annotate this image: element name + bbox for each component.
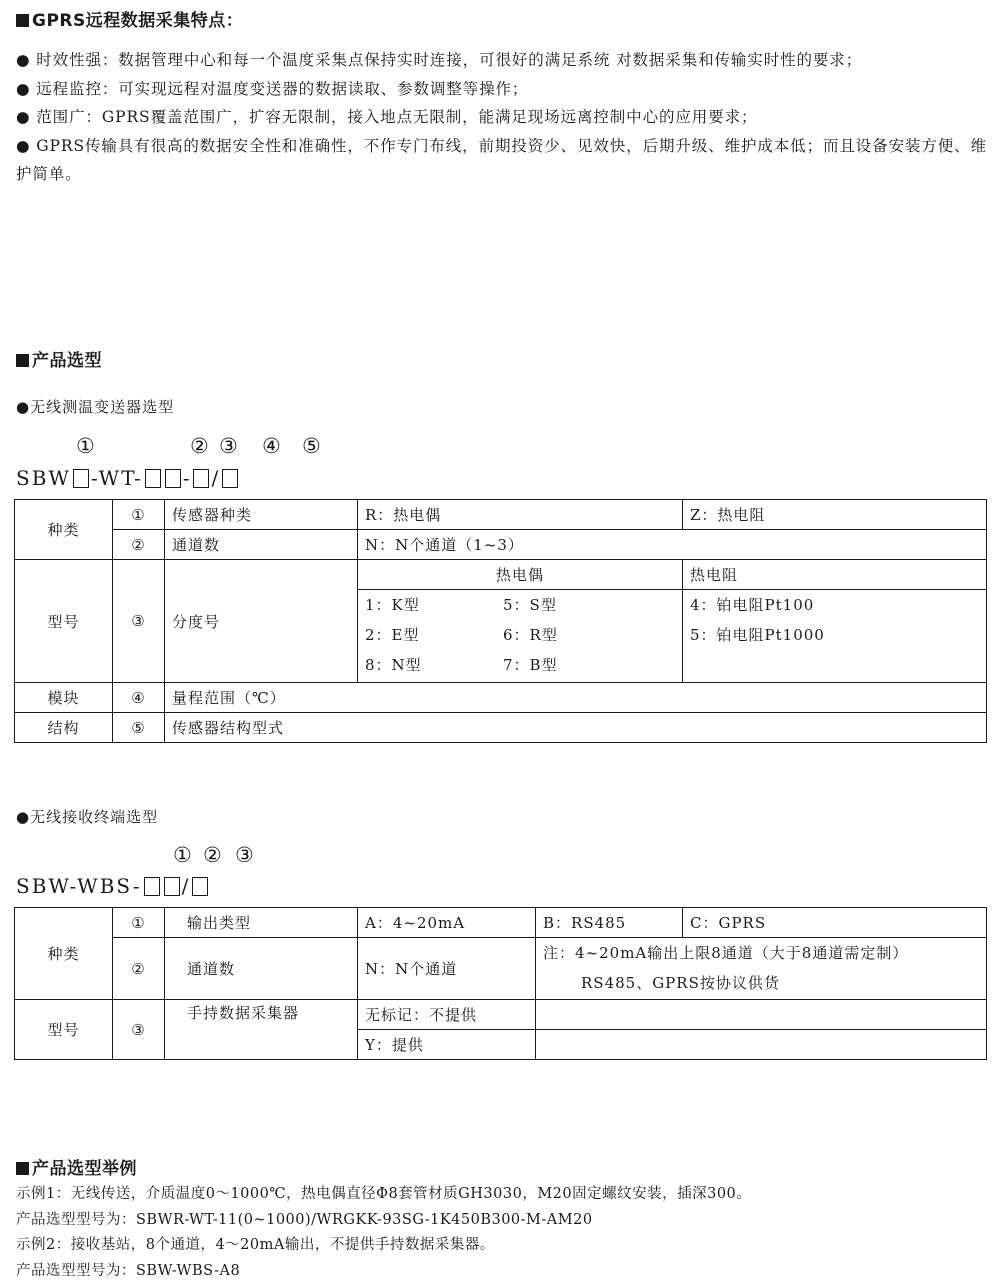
- rtd-header: 热电阻: [683, 560, 987, 590]
- index-cell: ①: [113, 500, 165, 530]
- option-cell: A：4~20mA: [358, 908, 536, 938]
- option-cell: 无标记：不提供: [358, 1000, 536, 1030]
- code-slot-box: [165, 469, 181, 488]
- thermocouple-header: 热电偶: [358, 560, 683, 590]
- param-name: 输出类型: [165, 908, 358, 938]
- code-slot-box: [145, 469, 161, 488]
- transmitter-code: SBW -WT- - /: [16, 466, 240, 490]
- option-cell: Y：提供: [358, 1030, 536, 1060]
- thermocouple-types: 1：K型 5：S型 2：E型 6：R型 8：N型 7：B型: [358, 590, 683, 683]
- selection-title: 产品选型: [16, 346, 102, 371]
- kind-label: 种类: [15, 500, 113, 560]
- option-cell: R：热电偶: [358, 500, 683, 530]
- receiver-table: [14, 907, 987, 1060]
- example-line: 示例1：无线传送，介质温度0～1000℃，热电偶直径Φ8套管材质GH3030，M20固定螺纹安装，插深300。: [16, 1186, 752, 1202]
- example-line: 产品选型型号为：SBWR-WT-11(0~1000)/WRGKK-93SG-1K450B300-M-AM20: [16, 1211, 593, 1228]
- examples-title: 产品选型举例: [16, 1154, 137, 1179]
- rtd-types: 4：铂电阻Pt100 5：铂电阻Pt1000: [683, 590, 987, 683]
- param-name: 手持数据采集器: [165, 1000, 358, 1060]
- feature-item: ● 远程监控：可实现远程对温度变送器的数据读取、参数调整等操作；: [16, 79, 529, 98]
- code-slot-box: [222, 469, 238, 488]
- param-name: 量程范围（℃）: [165, 683, 987, 713]
- square-bullet-icon: [16, 354, 29, 367]
- index-cell: ③: [113, 1000, 165, 1060]
- kind-label: 种类: [15, 908, 113, 1000]
- option-cell: N：N个通道（1~3）: [358, 530, 987, 560]
- index-cell: ①: [113, 908, 165, 938]
- code-index-1: ①: [76, 434, 95, 458]
- code-slot-box: [192, 877, 208, 896]
- option-cell: C：GPRS: [683, 908, 987, 938]
- feature-item: ● 时效性强：数据管理中心和每一个温度采集点保持实时连接，可很好的满足系统 对数据采集和传输实时性的要求；: [16, 51, 863, 69]
- code-index-5: ⑤: [302, 434, 321, 458]
- empty-cell: [536, 1000, 987, 1030]
- code-slot-box: [164, 877, 180, 896]
- transmitter-subtitle: ●无线测温变送器选型: [16, 398, 175, 416]
- square-bullet-icon: [16, 1162, 29, 1175]
- code-slot-box: [73, 469, 89, 488]
- module-label: 模块: [15, 683, 113, 713]
- example-line: 产品选型型号为：SBW-WBS-A8: [16, 1263, 241, 1280]
- index-cell: ⑤: [113, 713, 165, 743]
- code-index-2: ②: [190, 434, 209, 458]
- code-index-3: ③: [235, 843, 254, 867]
- option-cell: Z：热电阻: [683, 500, 987, 530]
- features-title: GPRS远程数据采集特点：: [16, 6, 243, 31]
- structure-label: 结构: [15, 713, 113, 743]
- index-cell: ④: [113, 683, 165, 713]
- index-cell: ③: [113, 560, 165, 683]
- channel-note: 注：4~20mA输出上限8通道（大于8通道需定制） RS485、GPRS按协议供货: [536, 938, 987, 1000]
- code-index-4: ④: [262, 434, 281, 458]
- param-name: 通道数: [165, 938, 358, 1000]
- empty-cell: [536, 1030, 987, 1060]
- param-name: 传感器种类: [165, 500, 358, 530]
- examples-list: [16, 1182, 751, 1285]
- index-cell: ②: [113, 530, 165, 560]
- features-list: [16, 46, 991, 189]
- transmitter-table: [14, 499, 987, 743]
- example-line: 示例2：接收基站，8个通道，4～20mA输出，不提供手持数据采集器。: [16, 1237, 495, 1254]
- model-label: 型号: [15, 1000, 113, 1060]
- model-label: 型号: [15, 560, 113, 683]
- code-index-2: ②: [203, 843, 222, 867]
- index-cell: ②: [113, 938, 165, 1000]
- code-index-1: ①: [173, 843, 192, 867]
- code-index-3: ③: [219, 434, 238, 458]
- code-slot-box: [144, 877, 160, 896]
- square-bullet-icon: [16, 14, 29, 27]
- feature-item: ● GPRS传输具有很高的数据安全性和准确性，不作专门布线，前期投资少、见效快，后期升级、维护成本低；而且设备安装方便、维护简单。: [16, 136, 987, 183]
- feature-item: ● 范围广：GPRS覆盖范围广，扩容无限制，接入地点无限制，能满足现场远离控制中心的应用要求；: [16, 108, 758, 126]
- receiver-subtitle: ●无线接收终端选型: [16, 808, 159, 826]
- receiver-code: SBW-WBS- /: [16, 874, 210, 898]
- code-slot-box: [193, 469, 209, 488]
- option-cell: B：RS485: [536, 908, 683, 938]
- option-cell: N：N个通道: [358, 938, 536, 1000]
- param-name: 通道数: [165, 530, 358, 560]
- param-name: 传感器结构型式: [165, 713, 987, 743]
- param-name: 分度号: [165, 560, 358, 683]
